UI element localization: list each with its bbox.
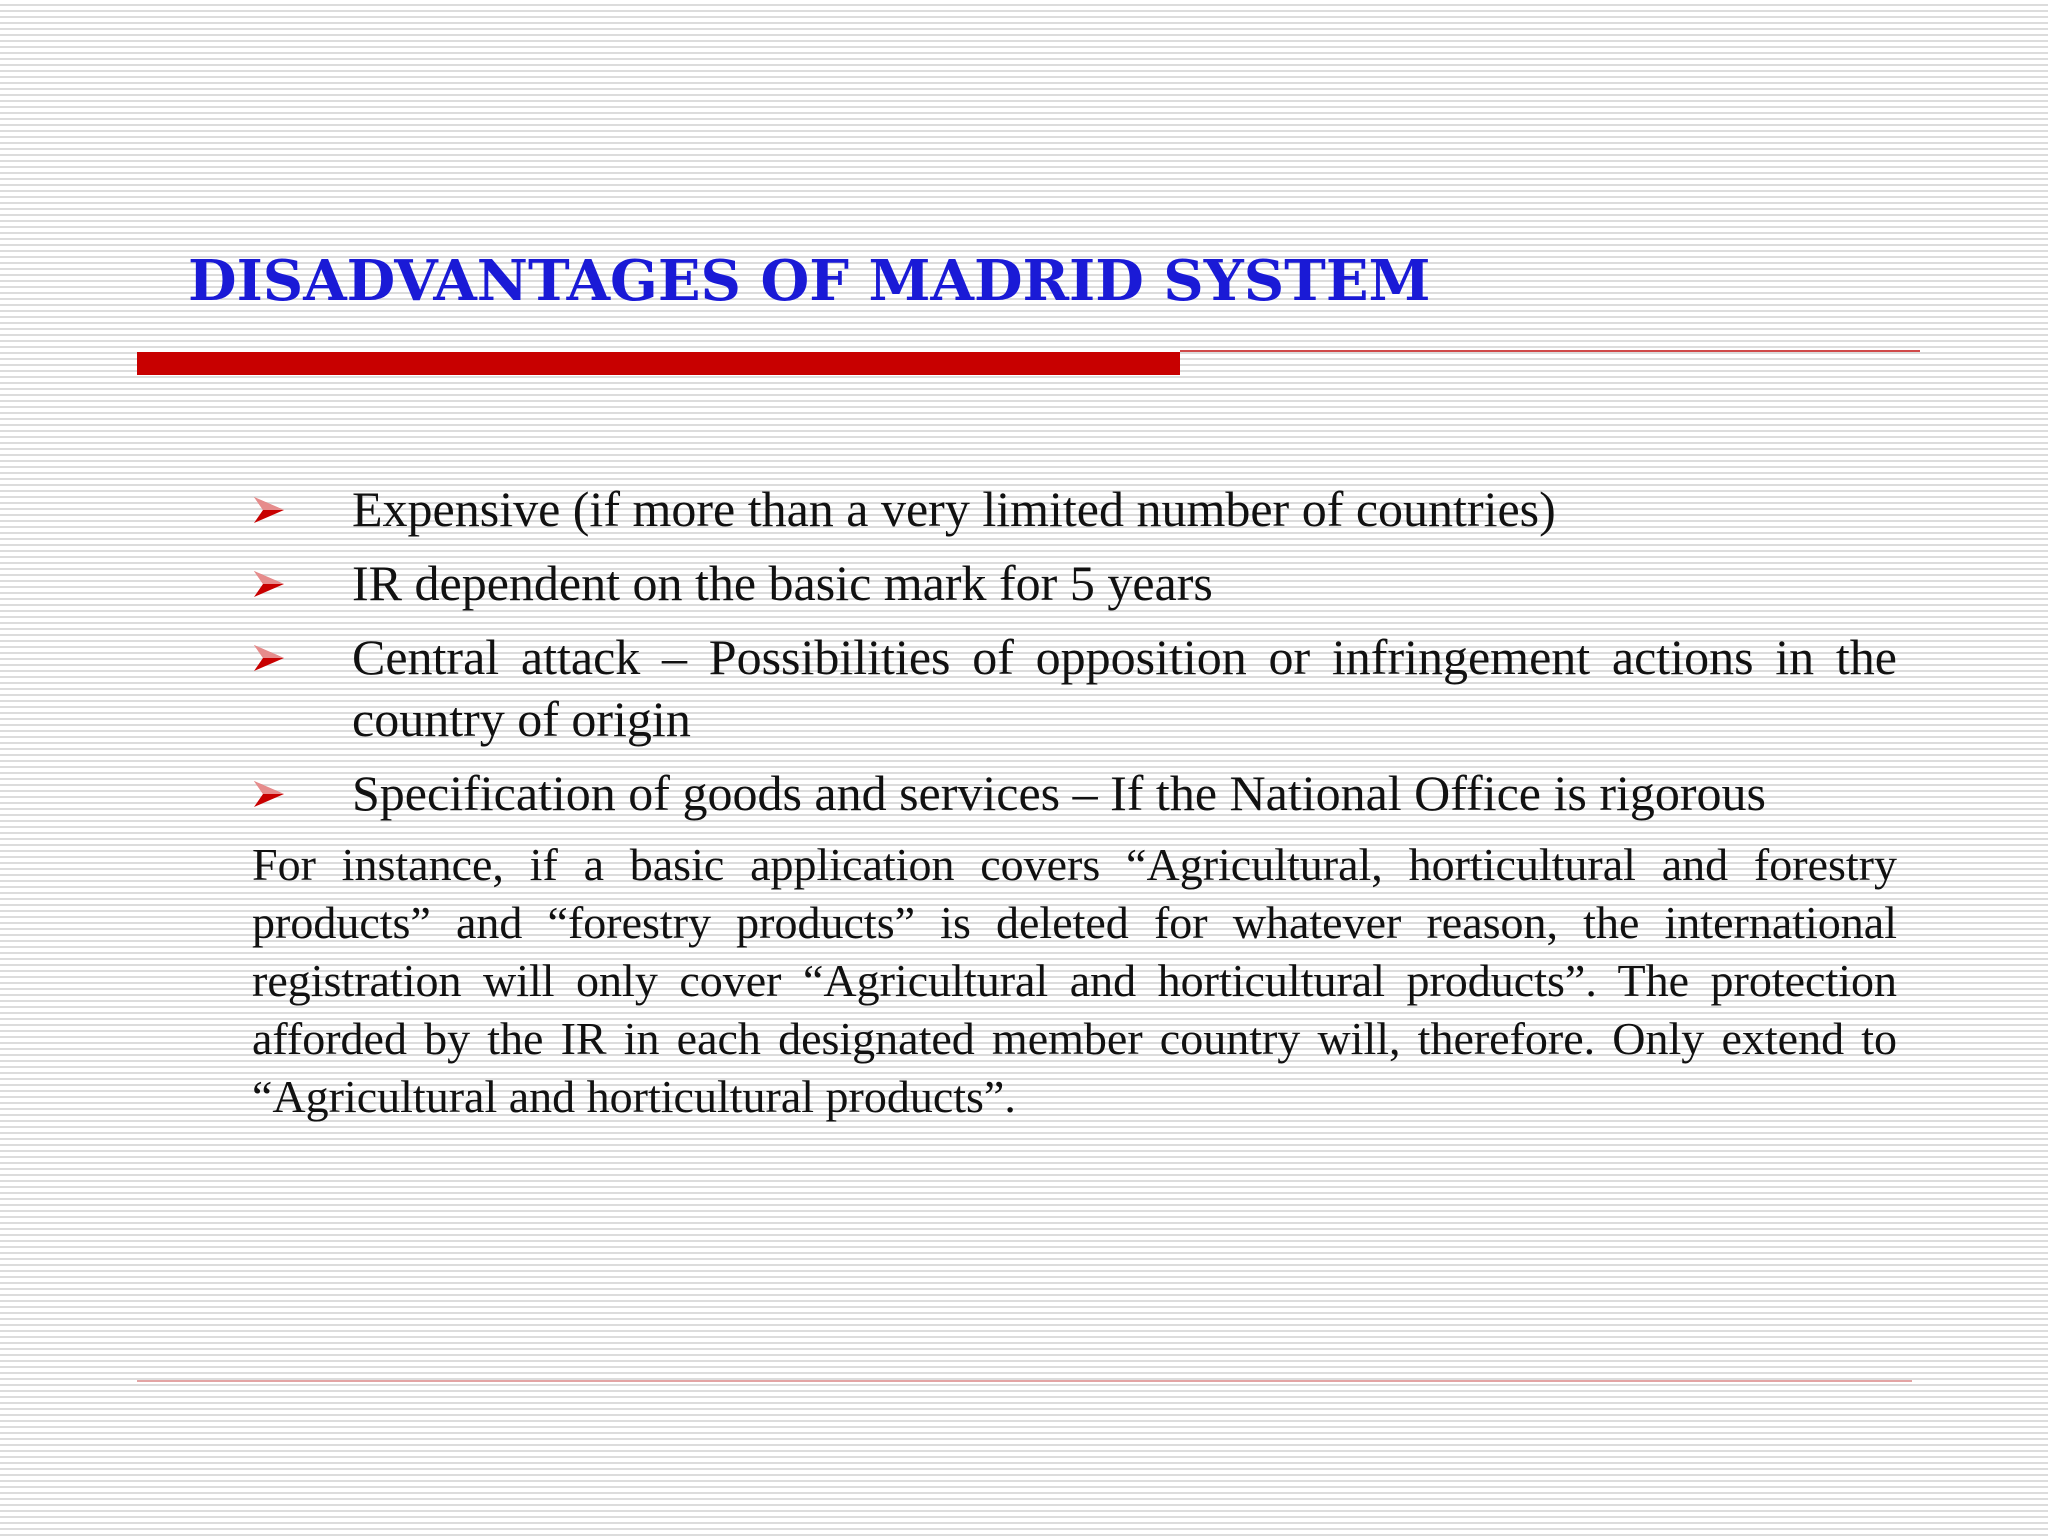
arrow-bullet-icon [252,641,286,675]
bullet-text: IR dependent on the basic mark for 5 years [352,555,1213,611]
bullet-item [252,762,1897,824]
title-underline-thin [1180,350,1920,352]
bullet-text: Expensive (if more than a very limited number of countries) [352,481,1556,537]
bullet-item [252,552,1897,614]
arrow-bullet-icon [252,777,286,811]
bullet-item [252,478,1897,540]
bullet-text: Central attack – Possibilities of opposition or infringement actions in the country of origin [352,629,1897,747]
arrow-bullet-icon [252,493,286,527]
slide-content [252,478,1897,1126]
example-paragraph: For instance, if a basic application covers “Agricultural, horticultural and forestry products” and “forestry products” is deleted for whatever reason, the international registration will only cover “Agricultural and horticultural products”. The protection afforded by the IR in each designated member country will, therefore. Only extend to “Agricultural and horticultural products”. [252,839,1897,1122]
footer-rule [137,1380,1912,1382]
title-underline-thick [137,352,1180,375]
bullet-list [252,478,1897,824]
bullet-text: Specification of goods and services – If the National Office is rigorous [352,765,1766,821]
slide-title: DISADVANTAGES OF MADRID SYSTEM [188,248,1431,314]
bullet-item [252,626,1897,750]
arrow-bullet-icon [252,567,286,601]
